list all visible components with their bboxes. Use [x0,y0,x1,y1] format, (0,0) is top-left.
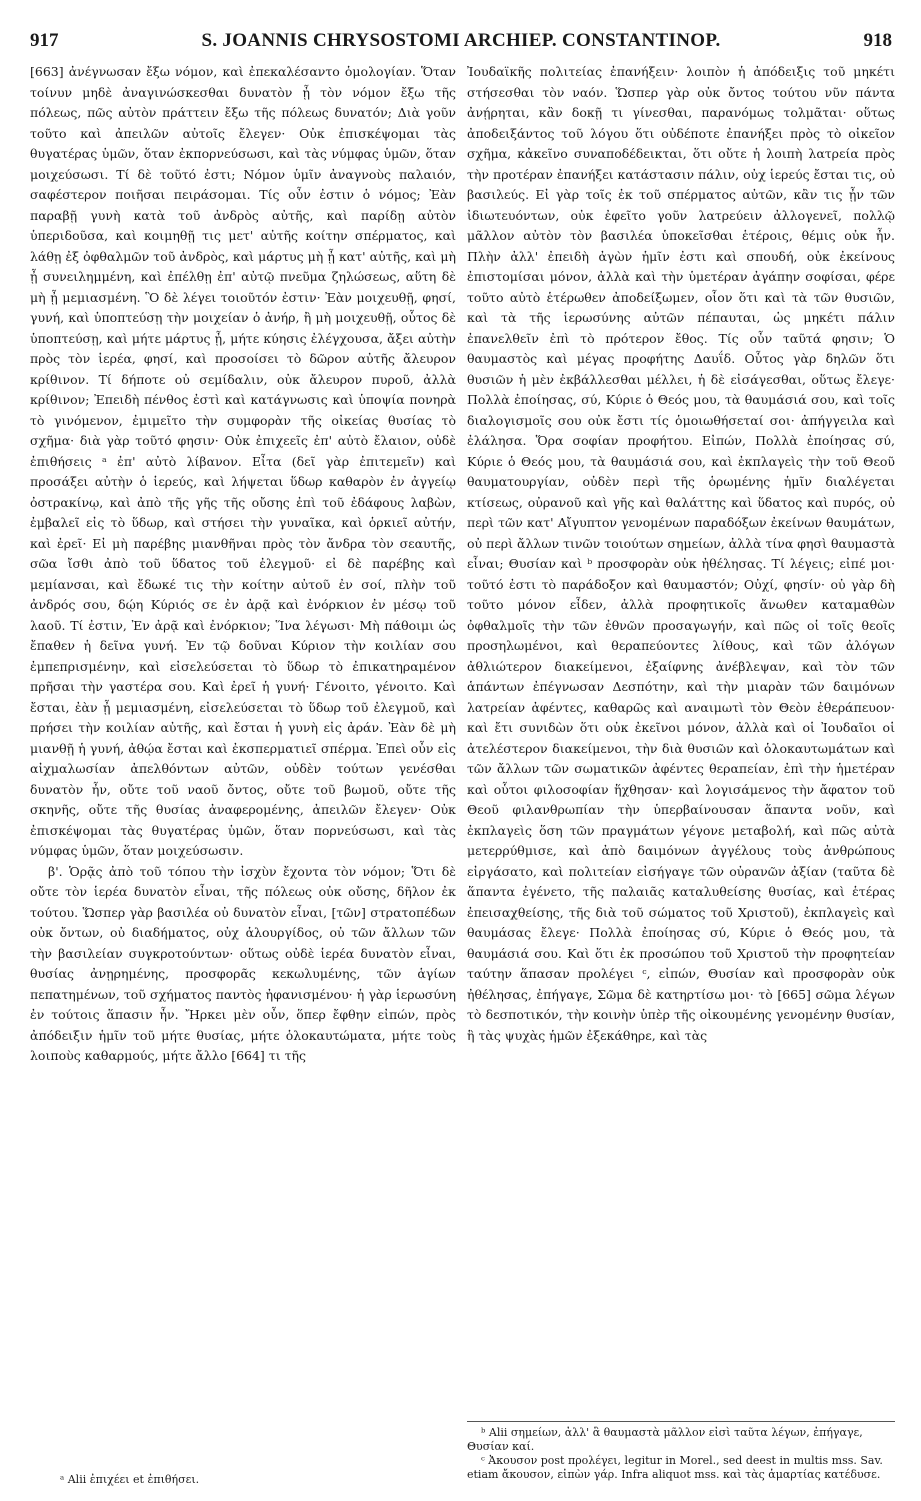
footnote-b: ᵇ Alii σημείων, ἀλλ' ἃ θαυμαστὰ μᾶλλον εἰσὶ ταῦτα λέγων, ἐπήγαγε, Θυσίαν καί. [467,1426,863,1453]
right-column [467,62,895,1442]
left-paragraph-1: [663] ἀνέγνωσαν ἔξω νόμον, καὶ ἐπεκαλέσαντο ὁμολογίαν. Ὅταν τοίνυν μηδὲ ἀναγινώσκεσθαι δυνατὸν ᾖ τὸν νόμον ἔξω τῆς πόλεως, πῶς αὐτὸν πράττειν ἔξω τῆς πόλεως δυνατόν; Διὰ γοῦν τοῦτο καὶ ἀπειλῶν αὐτοῖς ἔλεγεν· Οὐκ ἐπισκέψομαι τὰς θυγατέρας ὑμῶν, ὅταν ἐκπορνεύσωσι, καὶ τὰς νύμφας ὑμῶν, ὅταν μοιχεύσωσι. Τί δὲ τοῦτό ἐστι; Νόμον ὑμῖν ἀναγνοὺς παλαιόν, σαφέστερον ποιῆσαι πειράσομαι. Τίς οὖν ἐστιν ὁ νόμος; Ἐὰν παραβῇ γυνὴ κατὰ τοῦ ἀνδρὸς αὐτῆς, καὶ παρίδῃ αὐτὸν ὑπεριδοῦσα, καὶ κοιμηθῇ τις μετ' αὐτῆς κοίτην σπέρματος, καὶ λάθῃ ἐξ ὀφθαλμῶν τοῦ ἀνδρὸς, καὶ μάρτυς μὴ ᾖ κατ' αὐτῆς, καὶ μὴ ᾖ συνειλημμένη, καὶ ἐπέλθῃ ἐπ' αὐτῷ πνεῦμα ζηλώσεως, αὕτη δὲ μὴ ᾖ μεμιασμένη. Ὃ δὲ λέγει τοιοῦτόν ἐστιν· Ἐὰν μοιχευθῇ, φησί, γυνή, καὶ ὑποπτεύσῃ τὴν μοιχείαν ὁ ἀνήρ, ἢ μὴ μοιχευθῇ, οὗτος δὲ ὑποπτεύσῃ, καὶ μήτε μάρτυς ᾖ, μήτε κύησις ἐλέγχουσα, ἄξει αὐτὴν πρὸς τὸν ἱερέα, φησί, καὶ προσοίσει τὸ δῶρον αὐτῆς ἄλευρον κρίθινον. Τί δήποτε οὐ σεμίδαλιν, οὐκ ἄλευρον πυροῦ, ἀλλὰ κρίθινον; Ἐπειδὴ πένθος ἐστὶ καὶ κατάγνωσις καὶ ὑποψία πονηρὰ τὸ γινόμενον, ἐμιμεῖτο τὴν συμφορὰν τῆς οἰκείας θυσίας τὸ σχῆμα· διὰ γὰρ τοῦτό φησιν· Οὐκ ἐπιχεεῖς ἐπ' αὐτὸ ἔλαιον, οὐδὲ ἐπιθήσεις ᵃ ἐπ' αὐτὸ λίβανον. Εἶτα (δεῖ γὰρ ἐπιτεμεῖν) καὶ προσάξει αὐτὴν ὁ ἱερεύς, καὶ λήψεται ὕδωρ καθαρὸν ἐν ἀγγείῳ ὀστρακίνῳ, καὶ ἀπὸ τῆς γῆς τῆς οὔσης ἐπὶ τοῦ ἐδάφους λαβὼν, ἐμβαλεῖ εἰς τὸ ὕδωρ, καὶ στήσει τὴν γυναῖκα, καὶ ὁρκιεῖ αὐτήν, καὶ ἐρεῖ· Εἰ μὴ παρέβης μιανθῆναι πρὸς τὸν ἄνδρα τὸν σεαυτῆς, σῶα ἴσθι ἀπὸ τοῦ ὕδατος τοῦ ἐλεγμοῦ· εἰ δὲ παρέβης καὶ μεμίανσαι, καὶ ἔδωκέ τις τὴν κοίτην αὐτοῦ ἐν σοί, πλὴν τοῦ ἀνδρός σου, δῴη Κύριός σε ἐν ἀρᾷ καὶ ἐνόρκιον ἐν μέσῳ τοῦ λαοῦ. Τί ἐστιν, Ἐν ἀρᾷ καὶ ἐνόρκιον; Ἵνα λέγωσι· Μὴ πάθοιμι ὡς ἔπαθεν ἡ δεῖνα γυνή. Ἐν τῷ δοῦναι Κύριον τὴν κοιλίαν σου ἐμπεπρισμένην, καὶ εἰσελεύσεται τὸ ὕδωρ τὸ ἐπικατηραμένον πρῆσαι τὴν γαστέρα σου. Καὶ ἐρεῖ ἡ γυνή· Γένοιτο, γένοιτο. Καὶ ἔσται, ἐὰν ᾖ μεμιασμένη, εἰσελεύσεται τὸ ὕδωρ τοῦ ἐλεγμοῦ, καὶ πρήσει τὴν κοιλίαν αὐτῆς, καὶ ἔσται ἡ γυνὴ εἰς ἀράν. Ἐὰν δὲ μὴ μιανθῇ ἡ γυνή, ἀθῴα ἔσται καὶ ἐκσπερματιεῖ σπέρμα. Ἐπεὶ οὖν εἰς αἰχμαλωσίαν ἀπελθόντων αὐτῶν, οὐδὲν τούτων γενέσθαι δυνατὸν ἦν, οὔτε τοῦ ναοῦ ὄντος, οὔτε τοῦ βωμοῦ, οὔτε τῆς σκηνῆς, οὔτε τῆς θυσίας ἀναφερομένης, ἀπειλῶν ἔλεγεν· Οὐκ ἐπισκέψομαι τὰς θυγατέρας ὑμῶν, ὅταν πορνεύσωσι, καὶ τὰς νύμφας ὑμῶν, ὅταν μοιχεύσωσιν. [30,64,456,858]
left-column [30,62,456,1442]
page-header [30,30,892,54]
running-title: S. JOANNIS CHRYSOSTOMI ARCHIEP. CONSTANTINOP. [201,30,721,51]
right-paragraph-1: Ἰουδαϊκῆς πολιτείας ἐπανήξειν· λοιπὸν ἡ ἀπόδειξις τοῦ μηκέτι στήσεσθαι τὸν ναόν. Ὥσπερ γὰρ οὐκ ὄντος τούτου νῦν πάντα ἀνῄρηται, κἂν δοκῇ τι γίνεσθαι, παρανόμως τολμᾶται· οὕτως ἀποδειξάντος τοῦ λόγου ὅτι οὐδέποτε ἐπανήξει πρὸς τὸ οἰκεῖον σχῆμα, κἀκεῖνο συναποδέδεικται, ὅτι οὔτε ἡ λοιπὴ λατρεία πρὸς τὴν προτέραν ἐπανήξει κατάστασιν πάλιν, οὐχ ἱερεύς ἔσται τις, οὐ βασιλεύς. Εἰ γὰρ τοῖς ἐκ τοῦ σπέρματος αὐτῶν, κἂν τις ᾖν τῶν ἰδιωτευόντων, οὐκ ἐφεῖτο γοῦν λατρεύειν ἀλλογενεῖ, πολλῷ μᾶλλον αὐτὸν τὸν βασιλέα ὑποκεῖσθαι ἑτέροις, θέμις οὐκ ἦν. Πλὴν ἀλλ' ἐπειδὴ ἀγὼν ἡμῖν ἐστι καὶ σπουδή, οὐκ ἐκείνους ἐπιστομίσαι μόνον, ἀλλὰ καὶ τὴν ὑμετέραν ἀγάπην σοφίσαι, φέρε τοῦτο αὐτὸ ἑτέρωθεν ἀποδείξωμεν, οἷον ὅτι καὶ τὰ τῶν θυσιῶν, καὶ τὰ τῆς ἱερωσύνης αὐτῶν πέπαυται, ὡς μηκέτι πάλιν ἐπανελθεῖν ἐπὶ τὸ πρότερον ἔθος. Τίς οὖν ταῦτά φησιν; Ὁ θαυμαστὸς καὶ μέγας προφήτης Δαυΐδ. Οὗτος γὰρ δηλῶν ὅτι θυσιῶν ἡ μὲν ἐκβάλλεσθαι μέλλει, ἡ δὲ εἰσάγεσθαι, οὕτως ἔλεγε· Πολλὰ ἐποίησας, σύ, Κύριε ὁ Θεός μου, τὰ θαυμάσιά σου, καὶ τοῖς διαλογισμοῖς σου οὐκ ἔστι τίς ὁμοιωθήσεταί σοι· ἀπήγγειλα καὶ ἐλάλησα. Ὅρα σοφίαν προφήτου. Εἰπών, Πολλὰ ἐποίησας σύ, Κύριε ὁ Θεός μου, τὰ θαυμάσιά σου, καὶ ἐκπλαγεὶς τὴν τοῦ Θεοῦ θαυματουργίαν, οὐδὲν περὶ τῆς ὁρωμένης ἡμῖν διαλέγεται κτίσεως, οὐρανοῦ καὶ γῆς καὶ θαλάττης καὶ ὕδατος καὶ πυρός, οὐ περὶ τῶν κατ' Αἴγυπτον γενομένων παραδόξων ἐκείνων θαυμάτων, οὐ περὶ ἄλλων τινῶν τοιούτων σημείων, ἀλλὰ τίνα φησὶ θαυμαστὰ εἶναι; Θυσίαν καὶ ᵇ προσφορὰν οὐκ ἠθέλησας. Τί λέγεις; εἰπέ μοι· τοῦτό ἐστι τὸ παράδοξον καὶ θαυμαστόν; Οὐχί, φησίν· οὐ γὰρ δὴ τοῦτο μόνον εἶδεν, ἀλλὰ προφητικοῖς ἄνωθεν καταμαθὼν ὀφθαλμοῖς τὴν τῶν ἐθνῶν προσαγωγήν, καὶ πῶς οἱ τοῖς θεοῖς προσηλωμένοι, καὶ θεραπεύοντες λίθους, καὶ τῶν ἀλόγων ἀθλιώτερον διακείμενοι, ἐξαίφνης ἀνέβλεψαν, καὶ τὸν τῶν ἁπάντων ἐπέγνωσαν Δεσπότην, καὶ τὴν μιαρὰν τῶν δαιμόνων λατρείαν ἀφέντες, καθαρῶς καὶ αναιμωτὶ τὸν Θεὸν ἐθεράπευον· καὶ ἔτι συνιδὼν ὅτι οὐκ ἐκεῖνοι μόνον, ἀλλὰ καὶ οἱ Ἰουδαῖοι οἱ ἀτελέστερον διακείμενοι, τὴν διὰ θυσιῶν καὶ ὁλοκαυτωμάτων καὶ τῶν ἄλλων τῶν σωματικῶν ἀφέντες θεραπείαν, ἐπὶ τὴν ἡμετέραν καὶ οὗτοι φιλοσοφίαν ἥχθησαν· καὶ λογισάμενος τὴν ἄφατον τοῦ Θεοῦ φιλανθρωπίαν τὴν ὑπερβαίνουσαν ἅπαντα νοῦν, καὶ ἐκπλαγεὶς ὅση τῶν πραγμάτων γέγονε μεταβολή, καὶ πῶς αὐτὰ μετερρύθμισε, καὶ ἀπὸ δαιμόνων ἀγγέλους τοὺς ἀνθρώπους εἰργάσατο, καὶ πολιτείαν εἰσήγαγε τῶν οὐρανῶν ἀξίαν (ταῦτα δὲ ἅπαντα ἐγένετο, τῆς παλαιᾶς καταλυθείσης θυσίας, καὶ ἑτέρας ἐπεισαχθείσης, τῆς διὰ τοῦ σώματος τοῦ Χριστοῦ), ἐκπλαγεὶς καὶ θαυμάσας ἔλεγε· Πολλὰ ἐποίησας σύ, Κύριε ὁ Θεός μου, τὰ θαυμάσιά σου. Καὶ ὅτι ἐκ προσώπου τοῦ Χριστοῦ τὴν προφητείαν ταύτην ἅπασαν προλέγει ᶜ, εἰπών, Θυσίαν καὶ προσφορὰν οὐκ ἠθέλησας, ἐπήγαγε, Σῶμα δὲ κατηρτίσω μοι· τὸ [665] σῶμα λέγων τὸ δεσποτικόν, τὴν κοινὴν ὑπὲρ τῆς οἰκουμένης γενομένην θυσίαν, ἣ τὰς ψυχὰς ἡμῶν ἐξεκάθηρε, καὶ τὰς [467,64,895,1043]
footnotes-right [467,1421,895,1482]
page-number-right: 918 [863,30,892,51]
left-paragraph-2: β'. Ὁρᾷς ἀπὸ τοῦ τόπου τὴν ἰσχὺν ἔχοντα τὸν νόμον; Ὅτι δὲ οὔτε τὸν ἱερέα δυνατὸν εἶναι, τῆς πόλεως οὐκ οὔσης, δῆλον ἐκ τούτου. Ὥσπερ γὰρ βασιλέα οὐ δυνατὸν εἶναι, [τῶν] στρατοπέδων οὐκ ὄντων, οὐ διαδήματος, οὐχ ἁλουργίδος, οὐ τῶν ἄλλων τῶν τὴν βασιλείαν συγκροτούντων· οὕτως οὐδὲ ἱερέα δυνατὸν εἶναι, θυσίας ἀνῃρημένης, προσφορᾶς κεκωλυμένης, τῶν ἁγίων πεπατημένων, τοῦ σχήματος παντὸς ἠφανισμένου· ἡ γὰρ ἱερωσύνη ἐν τούτοις ἅπασιν ἦν. Ἤρκει μὲν οὖν, ὅπερ ἔφθην εἰπών, πρὸς ἀπόδειξιν ἡμῖν τοῦ μήτε θυσίας, μήτε ὁλοκαυτώματα, μήτε τοὺς λοιποὺς καθαρμούς, μήτε ἄλλο [664] τι τῆς [30,863,456,1063]
page-number-left: 917 [30,30,59,51]
footnote-a: ᵃ Alii ἐπιχέει et ἐπιθήσει. [60,1473,200,1486]
footnote-c: ᶜ Ἀκουσον post προλέγει, legitur in Morel., sed deest in multis mss. Sav. etiam ἄκουσον, εἰπὼν γάρ. Infra aliquot mss. καὶ τὰς ἁμαρτίας κατέδυσε. [467,1454,883,1481]
